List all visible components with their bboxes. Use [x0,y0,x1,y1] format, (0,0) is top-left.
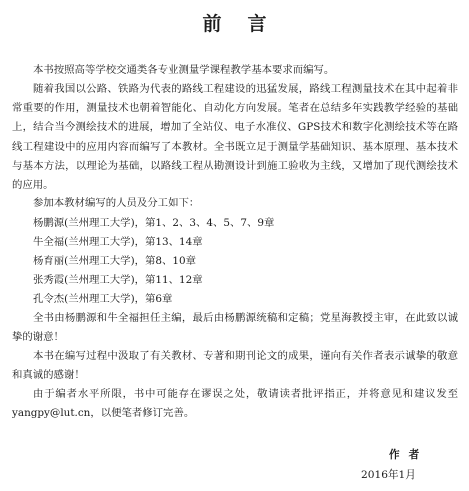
page-title: 前言 [202,13,293,35]
staff-item-1: 杨鹏源(兰州理工大学)，第1、2、3、4、5、7、9章 [33,217,275,229]
background-paragraph: 随着我国以公路、铁路为代表的路线工程建设的迅猛发展，路线工程测量技术在其中起着非常重要的作用，测量技术也朝着智能化、自动化方向发展。笔者在总结多年实践教学经验的基础上，结合当今测绘技术的进展，增加了全站仪、电子水准仪、GPS技术和数字化测绘技术等在路线工程建设中的应用内容而编写了本教材。全书既立足于测量学基础知识、基本原理、基本技术与基本方法，以理论为基础，以路线工程从勘测设计到施工验收为主线，又增加了现代测绘技术的应用。 [12,83,458,192]
staff-item-4: 张秀霞(兰州理工大学)，第11、12章 [33,274,203,286]
intro-paragraph: 本书按照高等学校交通类各专业测量学课程教学基本要求而编写。 [33,64,335,76]
staff-item-2: 牛全福(兰州理工大学)，第13、14章 [33,236,203,248]
acknowledgement-paragraph: 本书在编写过程中汲取了有关教材、专著和期刊论文的成果，谨向有关作者表示诚挚的敬意和真诚的感谢！ [12,350,458,382]
staff-intro-paragraph: 参加本教材编写的人员及分工如下： [33,197,200,209]
staff-item-3: 杨育丽(兰州理工大学)，第8、10章 [33,255,197,267]
preface-date: 2016年1月 [361,469,416,481]
staff-item-5: 孔令杰(兰州理工大学)，第6章 [33,293,173,305]
editors-paragraph: 全书由杨鹏源和牛全福担任主编，最后由杨鹏源统稿和定稿；党星海教授主审，在此致以诚挚的谢意！ [12,312,458,344]
feedback-paragraph: 由于编者水平所限，书中可能存在谬误之处，敬请读者批评指正，并将意见和建议发至yangpy@lut.cn，以便笔者修订完善。 [12,388,458,420]
author-signature: 作者 [389,449,429,461]
